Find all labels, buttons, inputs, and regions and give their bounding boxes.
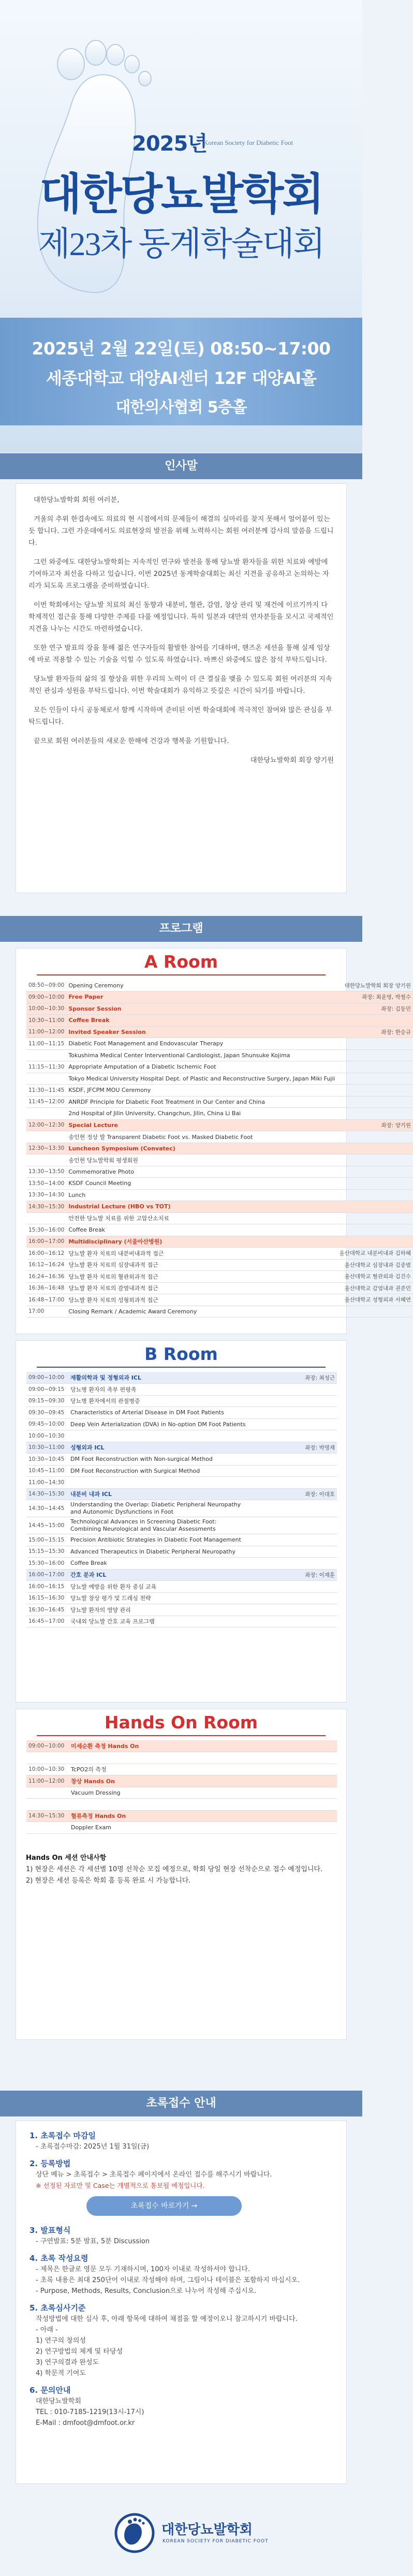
program-row [26, 1038, 413, 1050]
program-row [26, 1096, 413, 1108]
abstract-header: 초록접수 안내 [0, 2091, 362, 2116]
abstract-item-line: E-Mail : dmfoot@dmfoot.or.kr [36, 2419, 135, 2427]
session-speaker: 좌장: 양기원 [337, 1119, 413, 1131]
session-title [69, 1799, 233, 1811]
hero-year: 2025년 [132, 132, 207, 156]
program-row [26, 1546, 337, 1558]
session-speaker [248, 1604, 337, 1616]
program-row [26, 1212, 413, 1224]
session-time [26, 1131, 66, 1143]
program-row [26, 1740, 337, 1752]
footer-logo [114, 2510, 269, 2556]
session-title: 미세순환 측정 Hands On [69, 1740, 233, 1752]
session-time: 16:30~16:45 [26, 1604, 68, 1616]
session-title: DM Foot Reconstruction with Surgical Method [68, 1465, 248, 1477]
session-time: 11:00~11:15 [26, 1038, 66, 1050]
greeting-paragraph: 겨울의 추위 한겹속에도 의료의 현 시점에서의 문제들이 해결의 실마리를 찾지 못해서 얼어붙어 있는 듯 합니다. 그런 가운데에서도 의료현장의 발전을 위해 노력하시는 회원 여러분께 감사의 말씀을 드립니다. [28, 515, 334, 547]
abstract-submit-button[interactable]: 초록접수 바로가기 → [86, 2196, 242, 2216]
session-title: Coffee Break [66, 1015, 337, 1027]
session-speaker [337, 1306, 413, 1317]
greeting-signature: 대한당뇨발학회 회장 양기원 [250, 757, 334, 764]
session-speaker [337, 1015, 413, 1027]
session-speaker: 좌장: 한승규 [337, 1026, 413, 1038]
abstract-item-line: - 초록 내용은 최대 250단어 이내로 작성해야 하며, 그림이나 테이블은 포함하지 마십시오. [36, 2276, 300, 2284]
abstract-item-line: TEL : 010-7185-1219(13시-17시) [36, 2408, 144, 2416]
session-time: 11:00~12:00 [26, 1026, 66, 1038]
session-time: 09:15~09:30 [26, 1395, 68, 1407]
session-speaker [337, 1108, 413, 1120]
hands-on-table [26, 1740, 337, 1834]
program-row [26, 1442, 337, 1454]
session-title: 송인현 당뇨발학회 평생회원 [66, 1154, 337, 1166]
abstract-item-line: 대한당뇨발학회 [36, 2397, 81, 2405]
session-time: 13:30~14:30 [26, 1189, 66, 1201]
session-speaker [337, 1189, 413, 1201]
session-speaker [248, 1454, 337, 1465]
program-row [26, 1143, 413, 1154]
session-title: 당뇨발 환자 치료의 혈관외과적 접근 [66, 1271, 337, 1283]
session-time [26, 1799, 69, 1811]
program-row [26, 1477, 337, 1489]
program-row [26, 1558, 337, 1570]
session-time: 11:00~14:30 [26, 1477, 68, 1489]
society-logo-icon [114, 2512, 155, 2554]
session-speaker: 울산대학교 내분비내과 김하혜 [337, 1248, 413, 1260]
program-row [26, 1294, 413, 1306]
session-title: 당뇨발 환자 치료의 내분비내과적 접근 [66, 1248, 337, 1260]
session-title: 창상 Hands On [69, 1775, 233, 1787]
session-title: Industrial Lecture (HBO vs TOT) [66, 1201, 337, 1213]
session-time: 15:15~15:30 [26, 1546, 68, 1558]
session-title: Advanced Therapeutics in Diabetic Peripheral Neuropathy [68, 1546, 248, 1558]
session-title: Coffee Break [68, 1558, 248, 1570]
session-time [26, 1822, 69, 1834]
program-row [26, 1271, 413, 1283]
session-speaker [233, 1787, 337, 1799]
session-speaker [337, 1061, 413, 1073]
session-speaker: 울산대학교 성형외과 서혜연 [337, 1294, 413, 1306]
session-time: 11:45~12:00 [26, 1096, 66, 1108]
program-row [26, 1201, 413, 1213]
session-title: TcPO2의 측정 [69, 1764, 233, 1775]
session-speaker [337, 1131, 413, 1143]
session-time: 09:45~10:00 [26, 1418, 68, 1430]
session-title: KSDF Council Meeting [66, 1178, 337, 1190]
abstract-item-heading: 2. 등록방법 [30, 2159, 71, 2168]
session-title: 당뇨발 환자 치료의 성형외과적 접근 [66, 1294, 337, 1306]
session-title: KSDF, JFCPM MOU Ceremony [66, 1085, 337, 1097]
program-row [26, 1166, 413, 1178]
session-speaker: 좌장: 박명재 [248, 1442, 337, 1454]
session-speaker [337, 1166, 413, 1178]
program-row [26, 1534, 337, 1546]
session-title: 송인현 정상 발 Transparent Diabetic Foot vs. Masked Diabetic Foot [66, 1131, 337, 1143]
session-title: 간호 분과 ICL [68, 1569, 248, 1581]
session-speaker [233, 1810, 337, 1822]
session-time: 08:50~09:00 [26, 980, 66, 991]
program-row [26, 1015, 413, 1027]
session-title: Vacuum Dressing [69, 1787, 233, 1799]
session-title: Invited Speaker Session [66, 1026, 337, 1038]
session-speaker: 좌장: 김동민 [337, 1003, 413, 1015]
session-title: 안전한 당뇨발 치료를 위한 고압산소치료 [66, 1212, 337, 1224]
program-row [26, 1581, 337, 1593]
session-time [26, 1752, 69, 1764]
session-time: 15:00~15:15 [26, 1534, 68, 1546]
session-title: DM Foot Reconstruction with Non-surgical Method [68, 1454, 248, 1465]
abstract-item-line: 1) 연구의 창의성 [36, 2337, 86, 2345]
room-b-section [16, 1340, 347, 1702]
session-time: 16:00~17:00 [26, 1236, 66, 1248]
abstract-item-line: 작성방법에 대한 심사 후, 아래 항목에 대하여 채점을 할 예정이오니 참고하시기 바랍니다. [36, 2315, 298, 2323]
session-time: 09:00~10:00 [26, 991, 66, 1003]
session-title: 당뇨발 환자 치료의 심장내과적 접근 [66, 1259, 337, 1271]
program-row [26, 1500, 337, 1517]
program-row [26, 1003, 413, 1015]
session-speaker: 좌장: 최윤영, 박철수 [337, 991, 413, 1003]
program-row [26, 1592, 337, 1604]
session-time [26, 1108, 66, 1120]
session-time: 15:30~16:00 [26, 1558, 68, 1570]
session-time: 11:15~11:30 [26, 1061, 66, 1073]
greeting-box [16, 483, 347, 893]
abstract-item-line: - 초록접수마감: 2025년 1월 31일(금) [36, 2143, 150, 2151]
session-time [26, 1073, 66, 1085]
session-time: 16:45~17:00 [26, 1616, 68, 1627]
session-time [26, 1787, 69, 1799]
room-a-title: A Room [37, 949, 326, 975]
session-time [26, 1212, 66, 1224]
session-title: 혈류측정 Hands On [69, 1810, 233, 1822]
program-row [26, 980, 413, 991]
session-time: 10:30~11:00 [26, 1442, 68, 1454]
session-time: 10:45~11:00 [26, 1465, 68, 1477]
hands-on-title: Hands On Room [37, 1709, 326, 1736]
greeting-paragraph: 대한당뇨발학회 회원 여러분, [34, 496, 120, 504]
session-speaker: 좌장: 최성근 [248, 1372, 337, 1384]
hero-banner [0, 0, 362, 453]
session-speaker [337, 1154, 413, 1166]
session-time: 16:15~16:30 [26, 1592, 68, 1604]
session-title: 당뇨발 예방을 위한 환자 중심 교육 [68, 1581, 248, 1593]
program-row [26, 1787, 337, 1799]
hands-on-notes [26, 1853, 336, 1887]
program-row [26, 1026, 413, 1038]
session-time: 10:00~10:30 [26, 1003, 66, 1015]
program-row [26, 1517, 337, 1534]
greeting-paragraph: 끝으로 회원 여러분들의 새로운 한해에 건강과 행복을 기원합니다. [34, 737, 229, 745]
session-title: Opening Ceremony [66, 980, 337, 991]
program-row [26, 1430, 337, 1442]
session-title: Doppler Exam [69, 1822, 233, 1834]
abstract-item-line: - 아래 - [36, 2326, 58, 2334]
session-title: Understanding the Overlap: Diabetic Peripheral Neuropathy and Autonomic Dysfunctions in Foot [68, 1500, 248, 1517]
program-row [26, 1764, 337, 1775]
session-time: 16:36~16:48 [26, 1282, 66, 1294]
program-row [26, 1454, 337, 1465]
program-row [26, 1085, 413, 1097]
program-row [26, 1604, 337, 1616]
session-speaker [337, 1201, 413, 1213]
session-speaker [337, 1038, 413, 1050]
session-time: 10:30~11:00 [26, 1015, 66, 1027]
session-speaker [233, 1775, 337, 1787]
session-speaker [337, 1085, 413, 1097]
hero-room: 대한의사협회 5층홀 [115, 398, 247, 417]
hands-on-notes-title: Hands On 세션 안내사항 [26, 1854, 107, 1862]
session-title: Precision Antibiotic Strategies in Diabetic Foot Management [68, 1534, 248, 1546]
session-time: 09:00~10:00 [26, 1740, 69, 1752]
session-time: 14:30~14:45 [26, 1500, 68, 1517]
session-speaker [248, 1477, 337, 1489]
greeting-paragraphs [28, 494, 334, 747]
abstract-item-line: ※ 선정된 자료만 및 Case는 개별적으로 통보될 예정입니다. [36, 2182, 205, 2189]
session-time: 17:00 [26, 1306, 66, 1317]
footer-logo-name: 대한당뇨발학회 [161, 2522, 253, 2538]
program-row [26, 1108, 413, 1120]
session-title: ANRDF Principle for Diabetic Foot Treatment in Our Center and China [66, 1096, 337, 1108]
program-row [26, 1569, 337, 1581]
session-title: Special Lecture [66, 1119, 337, 1131]
session-speaker [248, 1430, 337, 1442]
program-row [26, 991, 413, 1003]
program-row [26, 1061, 413, 1073]
greeting-paragraph: 그런 와중에도 대한당뇨발학회는 지속적인 연구와 발전을 통해 당뇨발 환자들을 위한 치료와 예방에 기여하고자 최선을 다하고 있습니다. 이번 2025년 동계학술대회는 최신 지견을 공유하고 논의하는 자리가 되도록 프로그램을 준비하였습니다. [28, 558, 329, 590]
program-row [26, 1119, 413, 1131]
session-time: 12:00~12:30 [26, 1119, 66, 1131]
session-speaker [337, 1178, 413, 1190]
session-time: 14:30~15:30 [26, 1488, 68, 1500]
room-a-table [26, 980, 413, 1317]
session-title: 재활의학과 및 정형외과 ICL [68, 1372, 248, 1384]
session-time: 16:00~17:00 [26, 1569, 68, 1581]
session-speaker: 울산대학교 감염내과 권준민 [337, 1282, 413, 1294]
session-speaker [248, 1592, 337, 1604]
session-title: 2nd Hospital of Jilin University, Changchun, Jilin, China Li Bai [66, 1108, 337, 1120]
program-row [26, 1236, 413, 1248]
session-time: 14:30~15:30 [26, 1201, 66, 1213]
session-time: 11:00~12:00 [26, 1775, 69, 1787]
session-title: Tokyo Medical University Hospital Dept. of Plastic and Reconstructive Surgery, Japan Miki Fujii [66, 1073, 337, 1085]
hero-date: 2025년 2월 22일(토) 08:50~17:00 [32, 338, 331, 359]
abstract-item-line: - 구연발표: 5분 발표, 5분 Discussion [36, 2238, 150, 2245]
program-row [26, 1224, 413, 1236]
session-speaker [248, 1581, 337, 1593]
session-speaker [233, 1799, 337, 1811]
session-title: Lunch [66, 1189, 337, 1201]
hands-on-note-2: 2) 현장은 세션 등록은 학회 홈 등록 완료 시 가능합니다. [26, 1877, 191, 1885]
session-title: 성형외과 ICL [68, 1442, 248, 1454]
room-b-title: B Room [37, 1341, 326, 1368]
session-time: 11:30~11:45 [26, 1085, 66, 1097]
session-speaker [248, 1418, 337, 1430]
session-title: Appropriate Amputation of a Diabetic Ischemic Foot [66, 1061, 337, 1073]
session-title: Multidisciplinary (서울아산병원) [66, 1236, 337, 1248]
program-row [26, 1395, 337, 1407]
session-time: 15:30~16:00 [26, 1224, 66, 1236]
abstract-item-heading: 3. 발표형식 [30, 2226, 71, 2235]
session-title: Closing Remark / Academic Award Ceremony [66, 1306, 337, 1317]
session-speaker [248, 1407, 337, 1419]
session-title: 당뇨발 환자 치료의 감염내과적 접근 [66, 1282, 337, 1294]
session-speaker [248, 1534, 337, 1546]
greeting-paragraph: 모든 인들이 다시 공동체로서 함께 시작하며 준비된 이번 학술대회에 적극적인 참여와 많은 관심을 부탁드립니다. [28, 706, 332, 726]
greeting-paragraph: 또한 연구 발표의 장을 통해 젊은 연구자들의 활발한 참여를 기대하며, 핸즈온 세션을 통해 실제 임상에 바로 적용할 수 있는 기술을 익힐 수 있도록 하였습니다. 바쁘신 와중에도 많은 참석 부탁드립니다. [28, 644, 330, 664]
session-speaker [248, 1384, 337, 1396]
session-title [68, 1477, 248, 1489]
hero-society-english: Korean Society for Diabetic Foot [203, 139, 293, 146]
greeting-paragraph: 이번 학회에서는 당뇨발 치료의 최신 동향과 내분비, 혈관, 감염, 창상 관리 및 재건에 이르기까지 다학제적인 접근을 통해 다양한 주제를 다룰 예정입니다. 특히 일본과 대만의 연자분들을 모시고 국제적인 지견을 나누는 시간도 마련하였습니다. [28, 601, 334, 633]
session-title: 당뇨병 환자의 족부 편평족 [68, 1384, 248, 1396]
greeting-header: 인사말 [0, 453, 362, 479]
session-title: 당뇨병 환자에서의 관절병증 [68, 1395, 248, 1407]
session-speaker [248, 1465, 337, 1477]
session-speaker [337, 1224, 413, 1236]
program-row [26, 1306, 413, 1317]
session-time: 09:00~09:15 [26, 1384, 68, 1396]
program-row [26, 1810, 337, 1822]
abstract-item-line: - Purpose, Methods, Results, Conclusion으로 나누어 작성해 주십시오. [36, 2287, 257, 2295]
session-title: Luncheon Symposium (Convatec) [66, 1143, 337, 1154]
session-speaker [337, 1049, 413, 1061]
session-speaker: 대한당뇨발학회 회장 양기원 [337, 980, 413, 991]
session-time: 09:30~09:45 [26, 1407, 68, 1419]
session-speaker [248, 1616, 337, 1627]
session-speaker [233, 1822, 337, 1834]
session-title: 당뇨발 창상 평가 및 드레싱 전략 [68, 1592, 248, 1604]
session-speaker [248, 1546, 337, 1558]
session-speaker [233, 1764, 337, 1775]
program-row [26, 1248, 413, 1260]
session-time: 14:30~15:30 [26, 1810, 69, 1822]
room-b-table [26, 1372, 337, 1627]
program-row [26, 1407, 337, 1419]
hero-venue: 세종대학교 대양AI센터 12F 대양AI홀 [46, 368, 317, 388]
greeting-paragraph: 당뇨발 환자들의 삶의 질 향상을 위한 우리의 노력이 더 큰 결실을 맺을 수 있도록 회원 여러분의 지속적인 관심과 성원을 부탁드립니다. 이번 학술대회가 유익하고 뜻깊은 시간이 되기를 바랍니다. [28, 675, 332, 695]
session-title: Coffee Break [66, 1224, 337, 1236]
program-row [26, 1131, 413, 1143]
session-time: 09:00~10:00 [26, 1372, 68, 1384]
session-speaker [337, 1073, 413, 1085]
room-a-section [16, 948, 411, 1334]
abstract-item-line: 4) 학문적 기여도 [36, 2370, 86, 2377]
program-row [26, 1073, 413, 1085]
abstract-item-heading: 4. 초록 작성요령 [30, 2254, 89, 2263]
session-time: 10:00~10:30 [26, 1430, 68, 1442]
session-speaker [337, 1143, 413, 1154]
session-title: Sponsor Session [66, 1003, 337, 1015]
session-title: 당뇨발 환자의 영양 관리 [68, 1604, 248, 1616]
session-title: Technological Advances in Screening Diabetic Foot: Combining Neurological and Vascular Assessments [68, 1517, 248, 1534]
program-row [26, 1822, 337, 1834]
session-time: 14:45~15:00 [26, 1517, 68, 1534]
session-title [69, 1752, 233, 1764]
session-speaker [233, 1752, 337, 1764]
hero-society-name: 대한당뇨발학회 [39, 171, 323, 219]
session-time: 16:12~16:24 [26, 1259, 66, 1271]
abstract-item-heading: 6. 문의안내 [30, 2386, 71, 2395]
program-row [26, 1178, 413, 1190]
session-time: 10:00~10:30 [26, 1764, 69, 1775]
abstract-item-line: 2) 연구방법의 체계 및 타당성 [36, 2348, 123, 2356]
session-speaker [337, 1236, 413, 1248]
abstract-box [16, 2121, 347, 2484]
session-time: 16:00~16:12 [26, 1248, 66, 1260]
session-speaker [248, 1500, 337, 1517]
session-time: 16:24~16:36 [26, 1271, 66, 1283]
session-title: Free Paper [66, 991, 337, 1003]
abstract-item-heading: 5. 초록심사기준 [30, 2303, 86, 2313]
session-time: 10:30~10:45 [26, 1454, 68, 1465]
program-row [26, 1799, 337, 1811]
abstract-item-heading: 1. 초록접수 마감일 [30, 2131, 96, 2140]
session-time: 12:30~13:30 [26, 1143, 66, 1154]
session-title [68, 1430, 248, 1442]
session-title: Tokushima Medical Center Interventional Cardiologist, Japan Shunsuke Kojima [66, 1049, 337, 1061]
abstract-item-line: - 제목은 한글로 영문 모두 기재하시며, 100자 이내로 작성하셔야 합니다. [36, 2266, 250, 2273]
program-row [26, 1259, 413, 1271]
session-speaker [337, 1212, 413, 1224]
abstract-item-line: 3) 연구의결과 완성도 [36, 2359, 99, 2366]
hero-event-title: 제23차 동계학술대회 [38, 226, 325, 262]
program-row [26, 1488, 337, 1500]
session-time: 16:48~17:00 [26, 1294, 66, 1306]
program-row [26, 1154, 413, 1166]
abstract-item-line: 상단 메뉴 > 초록접수 > 초록접수 페이지에서 온라인 접수를 해주시기 바랍니다. [36, 2171, 272, 2179]
program-row [26, 1616, 337, 1627]
session-title: 국내외 당뇨발 간호 교육 프로그램 [68, 1616, 248, 1627]
session-speaker: 좌장: 이재훈 [248, 1569, 337, 1581]
footer-logo-english: KOREAN SOCIETY FOR DIABETIC FOOT [163, 2539, 269, 2544]
program-row [26, 1775, 337, 1787]
session-speaker [337, 1096, 413, 1108]
program-row [26, 1465, 337, 1477]
session-title: Deep Vein Arterialization (DVA) in No-option DM Foot Patients [68, 1418, 248, 1430]
program-row [26, 1752, 337, 1764]
program-row [26, 1189, 413, 1201]
program-row [26, 1384, 337, 1396]
session-speaker [248, 1395, 337, 1407]
session-speaker [248, 1517, 337, 1534]
session-speaker: 좌장: 이대호 [248, 1488, 337, 1500]
program-row [26, 1372, 337, 1384]
session-title: Characteristics of Arterial Disease in DM Foot Patients [68, 1407, 248, 1419]
session-time: 13:50~14:00 [26, 1178, 66, 1190]
session-title: Commemorative Photo [66, 1166, 337, 1178]
session-speaker: 울산대학교 혈관외과 김건수 [337, 1271, 413, 1283]
session-speaker: 울산대학교 심장내과 김종범 [337, 1259, 413, 1271]
program-row [26, 1049, 413, 1061]
session-speaker [248, 1558, 337, 1570]
session-title: 내분비 내과 ICL [68, 1488, 248, 1500]
program-row [26, 1282, 413, 1294]
session-speaker [233, 1740, 337, 1752]
session-time [26, 1049, 66, 1061]
program-row [26, 1418, 337, 1430]
session-title: Diabetic Foot Management and Endovascular Therapy [66, 1038, 337, 1050]
program-header: 프로그램 [0, 916, 362, 942]
session-time [26, 1154, 66, 1166]
session-time: 16:00~16:15 [26, 1581, 68, 1593]
hands-on-note-1: 1) 현장은 세션은 각 세션별 10명 선착순 모집 예정으로, 학회 당일 현장 선착순으로 접수 예정입니다. [26, 1866, 323, 1873]
session-time: 13:30~13:50 [26, 1166, 66, 1178]
